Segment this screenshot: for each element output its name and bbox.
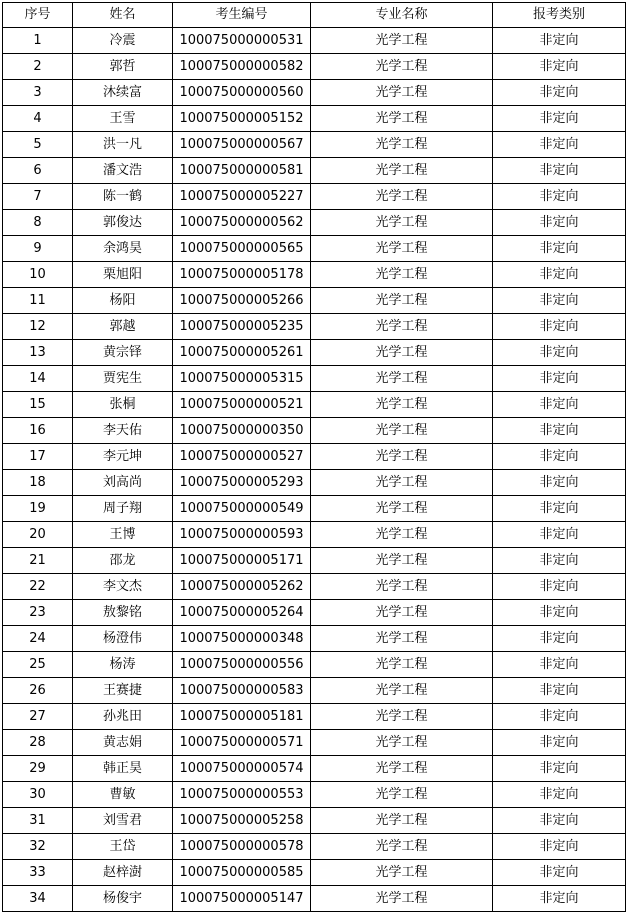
- cell-candidate-id: 100075000000581: [173, 158, 311, 184]
- table-row: [3, 418, 626, 444]
- header-name: 姓名: [73, 3, 173, 28]
- cell-candidate-id: 100075000000565: [173, 236, 311, 262]
- cell-candidate-id: 100075000005152: [173, 106, 311, 132]
- cell-seq: 18: [3, 470, 73, 496]
- table-row: [3, 236, 626, 262]
- cell-seq: 29: [3, 756, 73, 782]
- table-row: [3, 54, 626, 80]
- cell-name: 李天佑: [73, 418, 173, 444]
- cell-seq: 21: [3, 548, 73, 574]
- cell-category: 非定向: [493, 470, 626, 496]
- cell-name: 曹敏: [73, 782, 173, 808]
- cell-major: 光学工程: [311, 210, 493, 236]
- cell-seq: 2: [3, 54, 73, 80]
- cell-name: 洪一凡: [73, 132, 173, 158]
- cell-seq: 30: [3, 782, 73, 808]
- cell-major: 光学工程: [311, 704, 493, 730]
- cell-candidate-id: 100075000005147: [173, 886, 311, 912]
- table-row: [3, 652, 626, 678]
- table-row: [3, 340, 626, 366]
- table-row: [3, 626, 626, 652]
- cell-seq: 6: [3, 158, 73, 184]
- cell-name: 韩正昊: [73, 756, 173, 782]
- cell-seq: 13: [3, 340, 73, 366]
- cell-seq: 26: [3, 678, 73, 704]
- cell-name: 沐续富: [73, 80, 173, 106]
- table-row: [3, 28, 626, 54]
- cell-seq: 3: [3, 80, 73, 106]
- table-row: [3, 600, 626, 626]
- table-row: [3, 522, 626, 548]
- cell-name: 冷震: [73, 28, 173, 54]
- cell-name: 王博: [73, 522, 173, 548]
- cell-category: 非定向: [493, 886, 626, 912]
- cell-category: 非定向: [493, 392, 626, 418]
- table-body: [3, 28, 626, 912]
- cell-name: 陈一鹤: [73, 184, 173, 210]
- cell-major: 光学工程: [311, 574, 493, 600]
- cell-seq: 10: [3, 262, 73, 288]
- table-row: [3, 756, 626, 782]
- cell-name: 栗旭阳: [73, 262, 173, 288]
- cell-category: 非定向: [493, 54, 626, 80]
- cell-candidate-id: 100075000000578: [173, 834, 311, 860]
- cell-category: 非定向: [493, 444, 626, 470]
- header-category: 报考类别: [493, 3, 626, 28]
- cell-major: 光学工程: [311, 158, 493, 184]
- cell-category: 非定向: [493, 340, 626, 366]
- table-row: [3, 184, 626, 210]
- cell-name: 王赛捷: [73, 678, 173, 704]
- table-row: [3, 470, 626, 496]
- cell-category: 非定向: [493, 418, 626, 444]
- cell-candidate-id: 100075000005293: [173, 470, 311, 496]
- cell-candidate-id: 100075000000527: [173, 444, 311, 470]
- cell-major: 光学工程: [311, 28, 493, 54]
- cell-seq: 25: [3, 652, 73, 678]
- cell-name: 黄志娟: [73, 730, 173, 756]
- header-candidate-id: 考生编号: [173, 3, 311, 28]
- cell-name: 敖黎铭: [73, 600, 173, 626]
- table-row: [3, 678, 626, 704]
- cell-name: 孙兆田: [73, 704, 173, 730]
- table-row: [3, 80, 626, 106]
- cell-category: 非定向: [493, 756, 626, 782]
- cell-category: 非定向: [493, 860, 626, 886]
- cell-major: 光学工程: [311, 470, 493, 496]
- cell-candidate-id: 100075000000549: [173, 496, 311, 522]
- cell-major: 光学工程: [311, 236, 493, 262]
- cell-name: 张桐: [73, 392, 173, 418]
- cell-seq: 20: [3, 522, 73, 548]
- cell-category: 非定向: [493, 262, 626, 288]
- cell-seq: 1: [3, 28, 73, 54]
- cell-seq: 12: [3, 314, 73, 340]
- cell-candidate-id: 100075000005264: [173, 600, 311, 626]
- cell-seq: 14: [3, 366, 73, 392]
- cell-seq: 16: [3, 418, 73, 444]
- table-row: [3, 288, 626, 314]
- cell-candidate-id: 100075000005266: [173, 288, 311, 314]
- table-row: [3, 106, 626, 132]
- cell-major: 光学工程: [311, 834, 493, 860]
- cell-name: 黄宗铎: [73, 340, 173, 366]
- cell-candidate-id: 100075000000593: [173, 522, 311, 548]
- cell-seq: 9: [3, 236, 73, 262]
- cell-seq: 17: [3, 444, 73, 470]
- table-row: [3, 314, 626, 340]
- cell-candidate-id: 100075000000582: [173, 54, 311, 80]
- cell-category: 非定向: [493, 158, 626, 184]
- cell-category: 非定向: [493, 132, 626, 158]
- cell-major: 光学工程: [311, 366, 493, 392]
- cell-major: 光学工程: [311, 548, 493, 574]
- cell-name: 郭哲: [73, 54, 173, 80]
- cell-seq: 19: [3, 496, 73, 522]
- cell-name: 杨澄伟: [73, 626, 173, 652]
- header-seq: 序号: [3, 3, 73, 28]
- cell-name: 郭俊达: [73, 210, 173, 236]
- table-row: [3, 808, 626, 834]
- cell-candidate-id: 100075000000553: [173, 782, 311, 808]
- cell-major: 光学工程: [311, 522, 493, 548]
- cell-seq: 15: [3, 392, 73, 418]
- table-row: [3, 262, 626, 288]
- cell-major: 光学工程: [311, 782, 493, 808]
- cell-category: 非定向: [493, 730, 626, 756]
- cell-candidate-id: 100075000005181: [173, 704, 311, 730]
- cell-category: 非定向: [493, 704, 626, 730]
- cell-name: 邵龙: [73, 548, 173, 574]
- cell-seq: 33: [3, 860, 73, 886]
- table-row: [3, 444, 626, 470]
- table-row: [3, 834, 626, 860]
- table-row: [3, 782, 626, 808]
- cell-major: 光学工程: [311, 860, 493, 886]
- cell-major: 光学工程: [311, 756, 493, 782]
- header-major: 专业名称: [311, 3, 493, 28]
- cell-major: 光学工程: [311, 262, 493, 288]
- cell-major: 光学工程: [311, 418, 493, 444]
- cell-name: 李文杰: [73, 574, 173, 600]
- cell-name: 刘雪君: [73, 808, 173, 834]
- cell-name: 杨俊宇: [73, 886, 173, 912]
- cell-candidate-id: 100075000005235: [173, 314, 311, 340]
- cell-name: 贾宪生: [73, 366, 173, 392]
- cell-candidate-id: 100075000005178: [173, 262, 311, 288]
- cell-category: 非定向: [493, 574, 626, 600]
- cell-category: 非定向: [493, 106, 626, 132]
- cell-candidate-id: 100075000005261: [173, 340, 311, 366]
- admission-table: [2, 2, 626, 912]
- cell-candidate-id: 100075000000531: [173, 28, 311, 54]
- cell-candidate-id: 100075000000585: [173, 860, 311, 886]
- cell-major: 光学工程: [311, 886, 493, 912]
- table-row: [3, 860, 626, 886]
- table-row: [3, 132, 626, 158]
- cell-category: 非定向: [493, 782, 626, 808]
- cell-candidate-id: 100075000005262: [173, 574, 311, 600]
- cell-major: 光学工程: [311, 808, 493, 834]
- cell-major: 光学工程: [311, 80, 493, 106]
- cell-name: 杨涛: [73, 652, 173, 678]
- cell-seq: 23: [3, 600, 73, 626]
- cell-category: 非定向: [493, 236, 626, 262]
- cell-category: 非定向: [493, 80, 626, 106]
- cell-candidate-id: 100075000000567: [173, 132, 311, 158]
- cell-name: 杨阳: [73, 288, 173, 314]
- table-row: [3, 366, 626, 392]
- cell-major: 光学工程: [311, 652, 493, 678]
- cell-seq: 4: [3, 106, 73, 132]
- table-row: [3, 704, 626, 730]
- cell-candidate-id: 100075000000560: [173, 80, 311, 106]
- cell-name: 潘文浩: [73, 158, 173, 184]
- cell-candidate-id: 100075000000583: [173, 678, 311, 704]
- cell-category: 非定向: [493, 366, 626, 392]
- cell-candidate-id: 100075000005315: [173, 366, 311, 392]
- cell-category: 非定向: [493, 652, 626, 678]
- cell-candidate-id: 100075000005227: [173, 184, 311, 210]
- cell-major: 光学工程: [311, 496, 493, 522]
- cell-name: 刘高尚: [73, 470, 173, 496]
- cell-name: 周子翔: [73, 496, 173, 522]
- cell-category: 非定向: [493, 600, 626, 626]
- table-row: [3, 574, 626, 600]
- cell-category: 非定向: [493, 184, 626, 210]
- cell-candidate-id: 100075000000521: [173, 392, 311, 418]
- cell-category: 非定向: [493, 288, 626, 314]
- cell-category: 非定向: [493, 210, 626, 236]
- cell-major: 光学工程: [311, 678, 493, 704]
- header-row: [3, 3, 626, 28]
- cell-seq: 8: [3, 210, 73, 236]
- cell-name: 王雪: [73, 106, 173, 132]
- cell-category: 非定向: [493, 548, 626, 574]
- cell-category: 非定向: [493, 496, 626, 522]
- cell-candidate-id: 100075000005258: [173, 808, 311, 834]
- cell-major: 光学工程: [311, 600, 493, 626]
- cell-major: 光学工程: [311, 54, 493, 80]
- table-row: [3, 730, 626, 756]
- cell-seq: 5: [3, 132, 73, 158]
- cell-seq: 24: [3, 626, 73, 652]
- cell-major: 光学工程: [311, 626, 493, 652]
- cell-seq: 27: [3, 704, 73, 730]
- cell-category: 非定向: [493, 834, 626, 860]
- cell-candidate-id: 100075000000350: [173, 418, 311, 444]
- cell-category: 非定向: [493, 314, 626, 340]
- cell-candidate-id: 100075000000574: [173, 756, 311, 782]
- cell-category: 非定向: [493, 808, 626, 834]
- table-row: [3, 886, 626, 912]
- table-row: [3, 210, 626, 236]
- cell-name: 郭越: [73, 314, 173, 340]
- cell-major: 光学工程: [311, 730, 493, 756]
- cell-candidate-id: 100075000000348: [173, 626, 311, 652]
- cell-major: 光学工程: [311, 314, 493, 340]
- cell-seq: 11: [3, 288, 73, 314]
- cell-candidate-id: 100075000000571: [173, 730, 311, 756]
- table-row: [3, 548, 626, 574]
- cell-major: 光学工程: [311, 444, 493, 470]
- table-header: [3, 3, 626, 28]
- table-row: [3, 496, 626, 522]
- cell-category: 非定向: [493, 626, 626, 652]
- cell-major: 光学工程: [311, 184, 493, 210]
- cell-seq: 28: [3, 730, 73, 756]
- cell-name: 余鸿昊: [73, 236, 173, 262]
- cell-candidate-id: 100075000000562: [173, 210, 311, 236]
- cell-seq: 32: [3, 834, 73, 860]
- cell-seq: 7: [3, 184, 73, 210]
- cell-category: 非定向: [493, 28, 626, 54]
- cell-name: 赵梓澍: [73, 860, 173, 886]
- cell-seq: 34: [3, 886, 73, 912]
- cell-major: 光学工程: [311, 288, 493, 314]
- cell-name: 李元坤: [73, 444, 173, 470]
- cell-candidate-id: 100075000000556: [173, 652, 311, 678]
- cell-seq: 31: [3, 808, 73, 834]
- table-row: [3, 158, 626, 184]
- cell-major: 光学工程: [311, 132, 493, 158]
- cell-major: 光学工程: [311, 106, 493, 132]
- cell-name: 王岱: [73, 834, 173, 860]
- cell-seq: 22: [3, 574, 73, 600]
- cell-major: 光学工程: [311, 340, 493, 366]
- cell-major: 光学工程: [311, 392, 493, 418]
- cell-candidate-id: 100075000005171: [173, 548, 311, 574]
- cell-category: 非定向: [493, 678, 626, 704]
- cell-category: 非定向: [493, 522, 626, 548]
- table-row: [3, 392, 626, 418]
